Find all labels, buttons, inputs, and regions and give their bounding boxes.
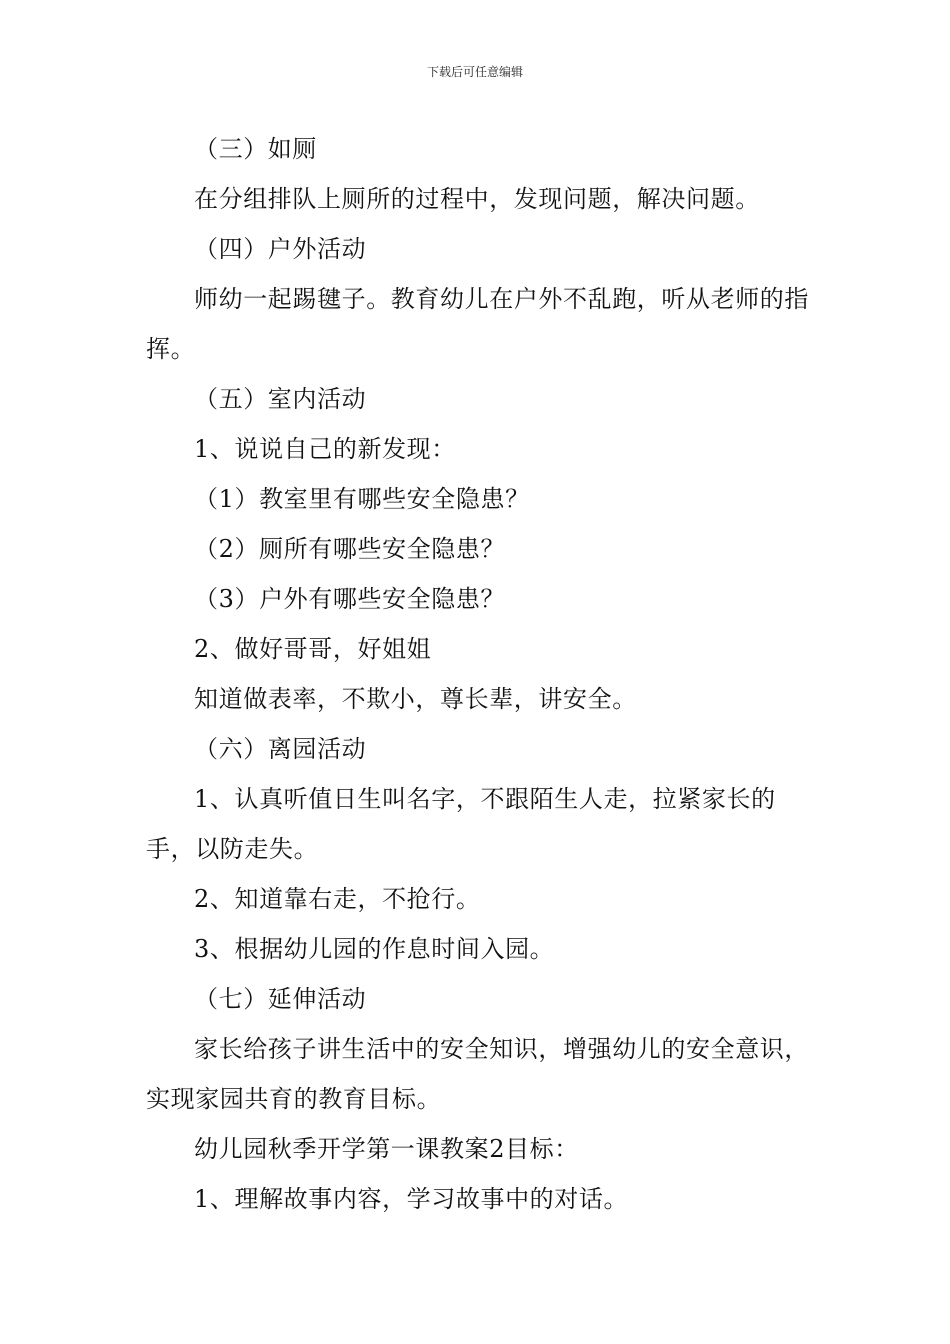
list-item: （1）教室里有哪些安全隐患？ <box>194 485 530 513</box>
paragraph: 知道做表率，不欺小，尊长辈，讲安全。 <box>194 685 637 713</box>
paragraph: 家长给孩子讲生活中的安全知识，增强幼儿的安全意识，实现家园共育的教育目标。 <box>146 1035 809 1113</box>
paragraph: 师幼一起踢毽子。教育幼儿在户外不乱跑，听从老师的指挥。 <box>146 285 809 363</box>
list-item: （2）厕所有哪些安全隐患？ <box>194 535 506 563</box>
list-item: 1、认真听值日生叫名字，不跟陌生人走，拉紧家长的手，以防走失。 <box>146 785 776 863</box>
section-heading: （七）延伸活动 <box>194 985 367 1013</box>
section-heading: （五）室内活动 <box>194 385 367 413</box>
section-heading: （六）离园活动 <box>194 735 367 763</box>
page-header: 下载后可任意编辑 <box>426 65 523 79</box>
list-item: 2、做好哥哥，好姐姐 <box>194 635 432 663</box>
list-item: （3）户外有哪些安全隐患？ <box>194 585 506 613</box>
section-heading: （三）如厕 <box>194 135 317 163</box>
list-item: 3、根据幼儿园的作息时间入园。 <box>194 935 555 963</box>
list-item: 2、知道靠右走，不抢行。 <box>194 885 481 913</box>
lesson-title: 幼儿园秋季开学第一课教案2目标： <box>194 1135 579 1163</box>
list-item: 1、说说自己的新发现： <box>194 435 456 463</box>
document-body <box>146 124 814 1224</box>
paragraph: 在分组排队上厕所的过程中，发现问题，解决问题。 <box>194 185 760 213</box>
section-heading: （四）户外活动 <box>194 235 367 263</box>
list-item: 1、理解故事内容，学习故事中的对话。 <box>194 1185 629 1213</box>
